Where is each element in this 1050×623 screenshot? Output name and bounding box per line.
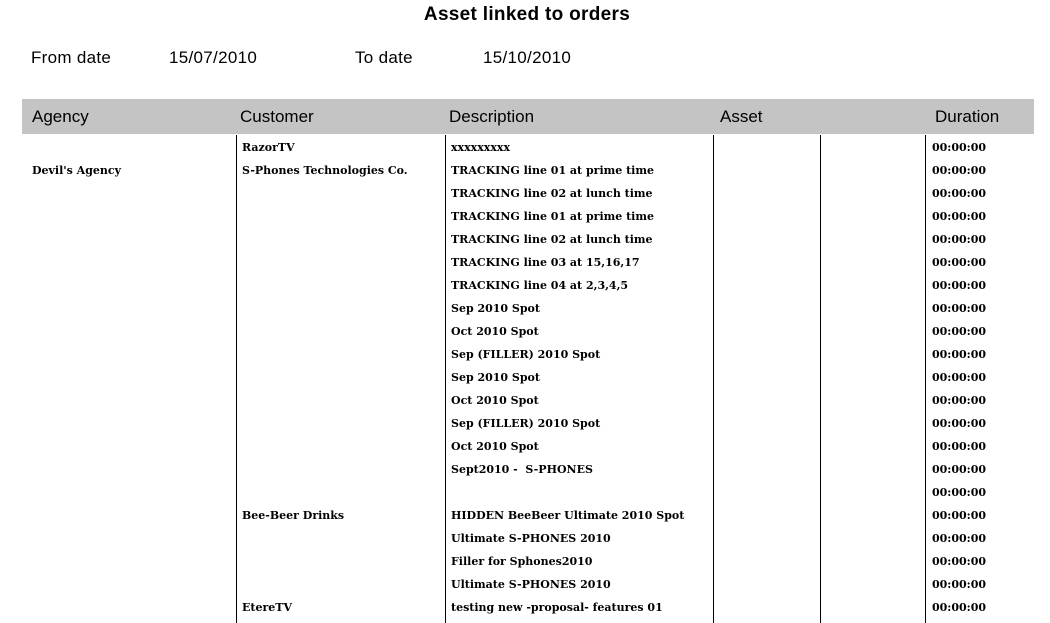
cell-description: Sep 2010 Spot xyxy=(451,371,540,384)
cell-description: TRACKING line 02 at lunch time xyxy=(451,187,653,200)
column-header-asset: Asset xyxy=(720,107,763,126)
cell-description: Sep (FILLER) 2010 Spot xyxy=(451,348,601,361)
cell-description: Oct 2010 Spot xyxy=(451,325,539,338)
cell-description: TRACKING line 01 at prime time xyxy=(451,210,654,223)
cell-description: Ultimate S-PHONES 2010 xyxy=(451,532,611,545)
cell-duration: 00:00:00 xyxy=(932,302,987,315)
cell-duration: 00:00:00 xyxy=(932,210,987,223)
cell-duration: 00:00:00 xyxy=(932,279,987,292)
cell-customer: EtereTV xyxy=(242,601,292,614)
cell-duration: 00:00:00 xyxy=(932,509,987,522)
cell-description: Ultimate S-PHONES 2010 xyxy=(451,578,611,591)
cell-description: TRACKING line 01 at prime time xyxy=(451,164,654,177)
cell-duration: 00:00:00 xyxy=(932,348,987,361)
cell-duration: 00:00:00 xyxy=(932,325,987,338)
cell-duration: 00:00:00 xyxy=(932,256,987,269)
from-date-value: 15/07/2010 xyxy=(169,48,258,67)
cell-duration: 00:00:00 xyxy=(932,417,987,430)
column-header-duration: Duration xyxy=(935,107,1000,126)
cell-description: Oct 2010 Spot xyxy=(451,440,539,453)
cell-duration: 00:00:00 xyxy=(932,141,987,154)
cell-description: TRACKING line 02 at lunch time xyxy=(451,233,653,246)
column-header-customer: Customer xyxy=(240,107,314,126)
column-divider xyxy=(236,135,237,623)
cell-duration: 00:00:00 xyxy=(932,394,987,407)
cell-description: xxxxxxxxx xyxy=(451,141,511,154)
cell-duration: 00:00:00 xyxy=(932,486,987,499)
table-header xyxy=(22,99,1034,134)
cell-duration: 00:00:00 xyxy=(932,555,987,568)
cell-description: testing new -proposal- features 01 xyxy=(451,601,663,614)
report-title: Asset linked to orders xyxy=(423,4,631,25)
cell-description: Filler for Sphones2010 xyxy=(451,555,593,568)
cell-description: Sep (FILLER) 2010 Spot xyxy=(451,417,601,430)
cell-customer: Bee-Beer Drinks xyxy=(242,509,345,522)
column-divider xyxy=(925,135,926,623)
from-date-label: From date xyxy=(31,48,112,67)
cell-customer: RazorTV xyxy=(242,141,295,154)
cell-duration: 00:00:00 xyxy=(932,164,987,177)
to-date-label: To date xyxy=(355,48,413,67)
cell-description: TRACKING line 04 at 2,3,4,5 xyxy=(451,279,629,292)
cell-agency: Devil's Agency xyxy=(32,164,121,177)
column-header-description: Description xyxy=(449,107,535,126)
cell-duration: 00:00:00 xyxy=(932,532,987,545)
cell-description: Oct 2010 Spot xyxy=(451,394,539,407)
to-date-value: 15/10/2010 xyxy=(483,48,572,67)
cell-duration: 00:00:00 xyxy=(932,601,987,614)
cell-duration: 00:00:00 xyxy=(932,371,987,384)
cell-description: Sep 2010 Spot xyxy=(451,302,540,315)
cell-duration: 00:00:00 xyxy=(932,463,987,476)
cell-customer: S-Phones Technologies Co. xyxy=(242,164,408,177)
cell-description: HIDDEN BeeBeer Ultimate 2010 Spot xyxy=(451,509,685,522)
cell-description: Sept2010 - S-PHONES xyxy=(451,463,593,476)
cell-duration: 00:00:00 xyxy=(932,578,987,591)
column-header-agency: Agency xyxy=(32,107,89,126)
column-divider xyxy=(713,135,714,623)
cell-description: TRACKING line 03 at 15,16,17 xyxy=(451,256,640,269)
column-divider xyxy=(820,135,821,623)
cell-duration: 00:00:00 xyxy=(932,440,987,453)
cell-duration: 00:00:00 xyxy=(932,187,987,200)
column-divider xyxy=(445,135,446,623)
cell-duration: 00:00:00 xyxy=(932,233,987,246)
